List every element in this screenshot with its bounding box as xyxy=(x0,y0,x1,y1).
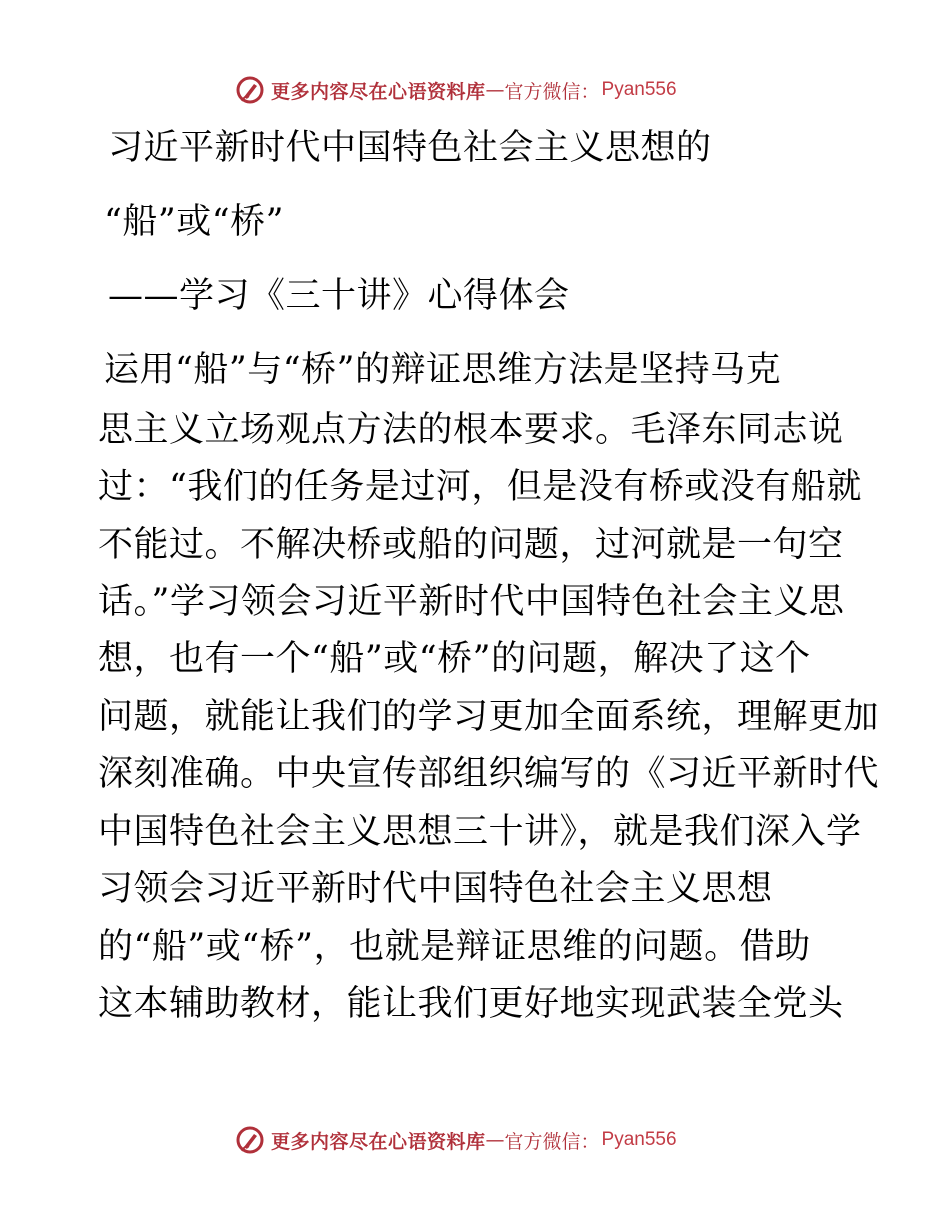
watermark-separator: — xyxy=(485,79,505,101)
body-line: 运用“船”与“桥”的辩证思维方法是坚持马克 xyxy=(104,350,782,390)
body-line: 不能过。不解决桥或船的问题，过河就是一句空 xyxy=(98,525,844,565)
footer-watermark xyxy=(235,1124,677,1156)
watermark-label: 官方微信： xyxy=(504,80,600,103)
body-line: 习领会习近平新时代中国特色社会主义思想 xyxy=(98,869,773,909)
body-line: 的“船”或“桥”，也就是辩证思维的问题。借助 xyxy=(98,927,811,967)
watermark-wechat-id: Pyan556 xyxy=(601,1129,677,1150)
body-line: 想，也有一个“船”或“桥”的问题，解决了这个 xyxy=(98,639,811,679)
title-line-2: “船”或“桥” xyxy=(104,202,285,242)
body-line: 这本辅助教材，能让我们更好地实现武装全党头 xyxy=(98,984,844,1024)
body-line: 话。”学习领会习近平新时代中国特色社会主义思 xyxy=(98,582,845,622)
body-line: 问题，就能让我们的学习更加全面系统，理解更加 xyxy=(98,697,880,737)
body-line: 思主义立场观点方法的根本要求。毛泽东同志说 xyxy=(98,410,844,450)
title-line-3: ——学习《三十讲》心得体会 xyxy=(108,276,570,316)
watermark-main-text: 更多内容尽在心语资料库 xyxy=(271,80,486,103)
pen-logo-icon xyxy=(235,75,265,105)
title-line-1: 习近平新时代中国特色社会主义思想的 xyxy=(108,128,712,168)
body-line: 深刻准确。中央宣传部组织编写的《习近平新时代 xyxy=(98,754,880,794)
watermark-wechat-id: Pyan556 xyxy=(601,79,677,100)
body-line: 过：“我们的任务是过河，但是没有桥或没有船就 xyxy=(98,467,862,507)
body-line: 中国特色社会主义思想三十讲》，就是我们深入学 xyxy=(98,812,862,852)
watermark-separator: — xyxy=(485,1129,505,1151)
watermark-label: 官方微信： xyxy=(504,1130,600,1153)
header-watermark xyxy=(235,74,677,106)
watermark-main-text: 更多内容尽在心语资料库 xyxy=(271,1130,486,1153)
pen-logo-icon xyxy=(235,1125,265,1155)
